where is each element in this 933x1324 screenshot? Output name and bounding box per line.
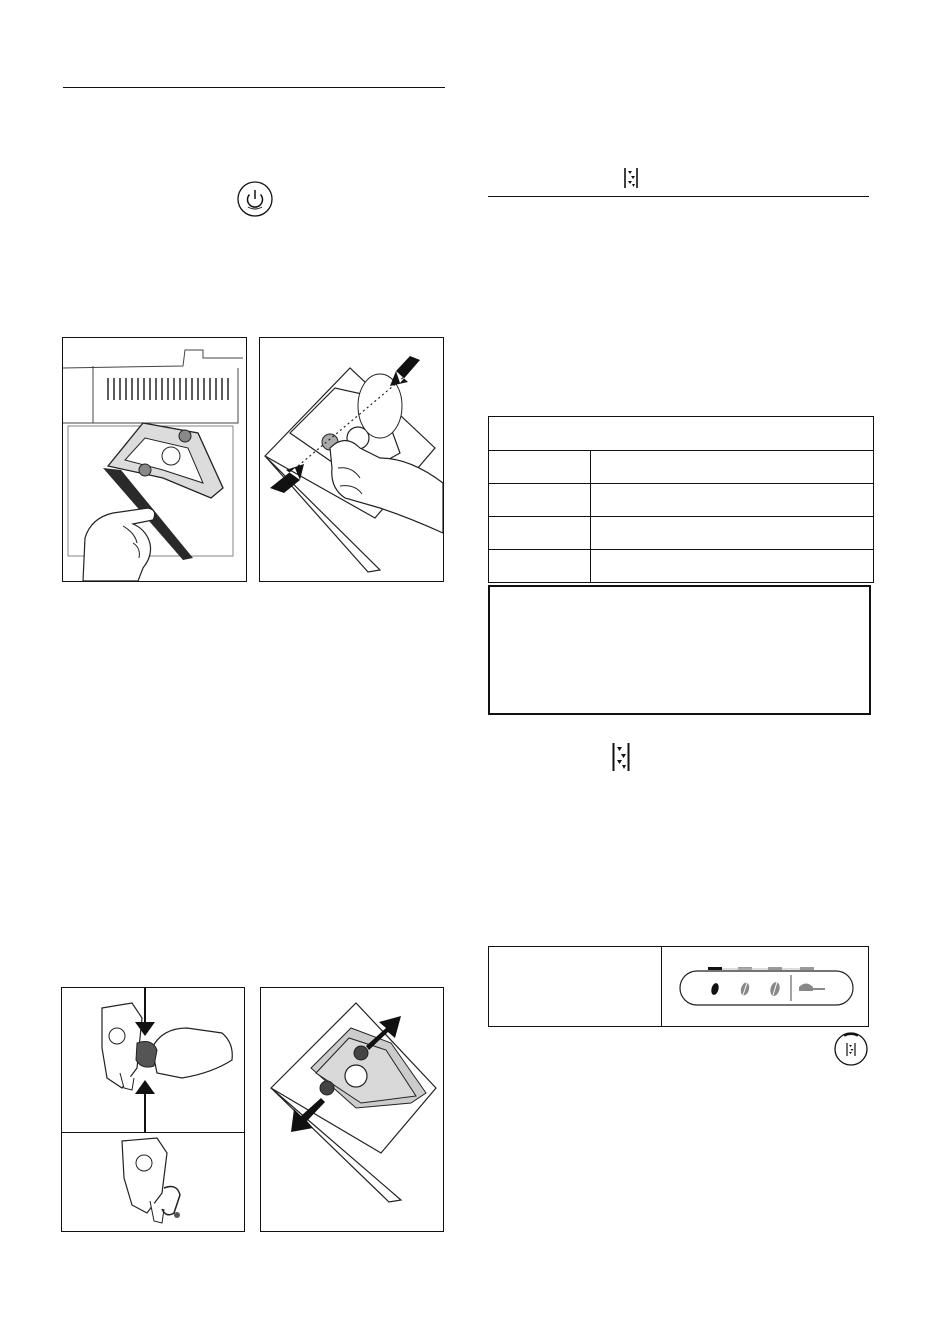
grind-setting-icon — [624, 167, 638, 189]
brew-unit-pull-figure — [260, 987, 444, 1232]
brew-unit-press-figure — [259, 337, 444, 582]
brew-unit-removal-figure — [62, 337, 247, 582]
indicator-mild — [768, 967, 782, 970]
table-cell — [489, 451, 591, 484]
table-cell — [591, 517, 874, 550]
table-header — [489, 417, 874, 451]
section-rule-left — [63, 87, 445, 88]
table-row — [489, 484, 874, 517]
grind-setting-button-icon — [833, 1031, 869, 1067]
section-rule-right — [488, 196, 869, 197]
control-panel-graphic — [679, 959, 854, 1015]
table-cell — [591, 550, 874, 583]
indicator-ground — [800, 967, 814, 970]
table-cell — [489, 550, 591, 583]
table-row — [489, 550, 874, 583]
control-panel-illustration — [488, 946, 869, 1027]
control-panel-label-cell — [489, 947, 662, 1026]
table-cell — [591, 484, 874, 517]
note-box — [488, 585, 871, 715]
power-icon — [236, 180, 274, 218]
table-row — [489, 517, 874, 550]
table-cell — [591, 451, 874, 484]
brew-unit-lever-detail-figure — [61, 1132, 245, 1232]
table-cell — [489, 484, 591, 517]
grind-setting-icon — [612, 742, 630, 772]
brew-unit-lever-figure — [61, 987, 245, 1133]
table-row — [489, 451, 874, 484]
grind-setting-table — [488, 416, 874, 583]
indicator-strong — [708, 967, 722, 970]
table-cell — [489, 517, 591, 550]
